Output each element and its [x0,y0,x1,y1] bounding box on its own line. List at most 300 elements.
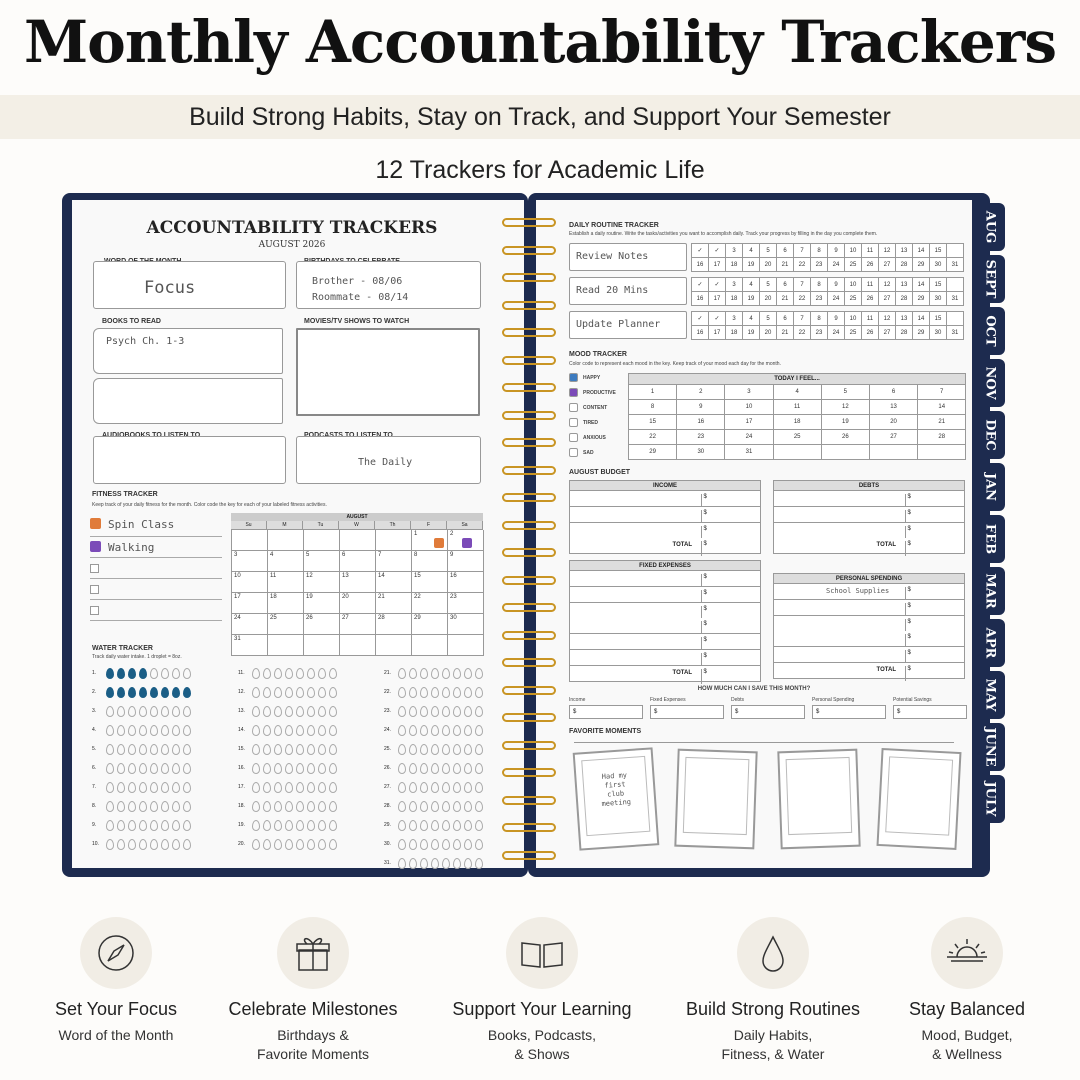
routine-day-cell[interactable]: 8 [811,244,828,258]
routine-day-cell[interactable]: 12 [879,278,896,292]
water-droplet[interactable] [172,668,180,679]
routine-day-cell[interactable]: 4 [743,278,760,292]
routine-day-cell[interactable]: 26 [862,258,879,272]
budget-row[interactable] [569,634,761,650]
water-droplet[interactable] [128,839,136,850]
calendar-cell[interactable]: 25 [268,614,304,635]
water-droplet[interactable] [398,801,406,812]
water-droplet[interactable] [172,706,180,717]
mood-cell[interactable]: 3 [725,385,773,400]
budget-row[interactable] [569,618,761,634]
water-droplet[interactable] [409,782,417,793]
water-droplet[interactable] [453,725,461,736]
water-droplet[interactable] [274,687,282,698]
calendar-cell[interactable]: 10 [232,572,268,593]
mood-swatch[interactable] [569,448,578,457]
routine-day-cell[interactable]: 24 [828,292,845,306]
routine-day-cell[interactable]: 3 [726,244,743,258]
key-checkbox[interactable] [90,564,99,573]
water-droplet[interactable] [420,687,428,698]
budget-row[interactable] [569,507,761,523]
budget-row[interactable] [773,631,965,647]
routine-day-cell[interactable]: 22 [794,292,811,306]
water-droplet[interactable] [475,687,483,698]
water-droplet[interactable] [318,801,326,812]
tab-may[interactable]: MAY [975,671,1005,719]
water-droplet[interactable] [318,820,326,831]
water-droplet[interactable] [263,744,271,755]
water-droplet[interactable] [307,668,315,679]
budget-row[interactable] [773,538,965,554]
water-droplet[interactable] [106,706,114,717]
water-droplet[interactable] [318,706,326,717]
water-droplet[interactable] [431,725,439,736]
water-droplet[interactable] [285,687,293,698]
routine-day-cell[interactable]: 15 [930,278,947,292]
water-droplet[interactable] [464,858,472,869]
water-droplet[interactable] [442,668,450,679]
water-droplet[interactable] [475,839,483,850]
water-droplet[interactable] [475,706,483,717]
routine-day-cell[interactable]: 19 [743,292,760,306]
routine-day-cell[interactable] [947,312,964,326]
routine-day-cell[interactable]: 20 [760,326,777,340]
budget-row[interactable] [773,523,965,539]
routine-day-cell[interactable]: 24 [828,326,845,340]
water-droplet[interactable] [117,782,125,793]
mood-cell[interactable]: 16 [677,415,725,430]
routine-day-cell[interactable]: 11 [862,312,879,326]
mood-swatch[interactable] [569,388,578,397]
tab-july[interactable]: JULY [975,775,1005,823]
water-droplet[interactable] [453,687,461,698]
routine-day-cell[interactable]: 3 [726,312,743,326]
water-droplet[interactable] [106,763,114,774]
water-droplet[interactable] [475,725,483,736]
routine-day-cell[interactable]: 6 [777,278,794,292]
water-droplet[interactable] [398,687,406,698]
mood-cell[interactable]: 18 [774,415,822,430]
calendar-cell[interactable]: 4 [268,551,304,572]
water-droplet[interactable] [117,820,125,831]
water-droplet[interactable] [442,763,450,774]
water-droplet[interactable] [431,820,439,831]
routine-day-cell[interactable]: 8 [811,278,828,292]
water-droplet[interactable] [453,668,461,679]
water-droplet[interactable] [453,820,461,831]
water-droplet[interactable] [106,801,114,812]
calendar-cell[interactable]: 3 [232,551,268,572]
routine-day-cell[interactable]: 25 [845,292,862,306]
water-droplet[interactable] [329,744,337,755]
book-1[interactable] [93,328,283,374]
save-field-input[interactable]: $ [812,705,886,719]
water-droplet[interactable] [139,706,147,717]
water-droplet[interactable] [409,725,417,736]
water-droplet[interactable] [453,839,461,850]
calendar-cell[interactable] [448,635,484,656]
water-droplet[interactable] [409,839,417,850]
routine-day-cell[interactable]: 24 [828,258,845,272]
water-droplet[interactable] [442,725,450,736]
water-droplet[interactable] [431,706,439,717]
mood-cell[interactable]: 8 [629,400,677,415]
water-droplet[interactable] [150,687,158,698]
water-droplet[interactable] [431,839,439,850]
routine-day-cell[interactable]: 6 [777,312,794,326]
calendar-cell[interactable]: 21 [376,593,412,614]
routine-day-cell[interactable]: 28 [896,326,913,340]
water-droplet[interactable] [307,801,315,812]
routine-day-cell[interactable]: 15 [930,244,947,258]
water-droplet[interactable] [475,820,483,831]
water-droplet[interactable] [117,744,125,755]
calendar-cell[interactable] [304,635,340,656]
water-droplet[interactable] [128,782,136,793]
mood-cell[interactable]: 10 [725,400,773,415]
mood-cell[interactable]: 30 [677,445,725,460]
water-droplet[interactable] [318,744,326,755]
routine-day-cell[interactable]: 6 [777,244,794,258]
routine-day-cell[interactable]: 13 [896,244,913,258]
budget-row[interactable] [773,507,965,523]
water-droplet[interactable] [464,687,472,698]
water-droplet[interactable] [475,801,483,812]
calendar-cell[interactable]: 29 [412,614,448,635]
routine-day-cell[interactable] [947,244,964,258]
routine-day-cell[interactable]: 31 [947,292,964,306]
key-checkbox[interactable] [90,606,99,615]
routine-day-cell[interactable]: 16 [692,326,709,340]
water-droplet[interactable] [183,801,191,812]
mood-cell[interactable]: 1 [629,385,677,400]
routine-day-cell[interactable]: 29 [913,258,930,272]
calendar-cell[interactable] [340,635,376,656]
budget-row[interactable] [569,491,761,507]
water-droplet[interactable] [172,820,180,831]
calendar-cell[interactable]: 31 [232,635,268,656]
water-droplet[interactable] [307,744,315,755]
routine-day-cell[interactable]: 20 [760,258,777,272]
photo-frame[interactable] [674,749,757,850]
routine-day-cell[interactable]: 10 [845,312,862,326]
water-droplet[interactable] [398,858,406,869]
mood-cell[interactable]: 2 [677,385,725,400]
mood-cell[interactable]: 13 [870,400,918,415]
water-droplet[interactable] [183,820,191,831]
water-droplet[interactable] [150,782,158,793]
water-droplet[interactable] [453,782,461,793]
budget-row[interactable] [773,584,965,600]
calendar-cell[interactable]: 14 [376,572,412,593]
water-droplet[interactable] [285,782,293,793]
water-droplet[interactable] [128,820,136,831]
mood-cell[interactable]: 11 [774,400,822,415]
water-droplet[interactable] [172,687,180,698]
calendar-cell[interactable]: 19 [304,593,340,614]
water-droplet[interactable] [139,725,147,736]
mood-cell[interactable]: 7 [918,385,966,400]
mood-cell[interactable] [822,445,870,460]
routine-day-cell[interactable]: 18 [726,292,743,306]
water-droplet[interactable] [117,801,125,812]
routine-day-cell[interactable]: 19 [743,326,760,340]
calendar-cell[interactable]: 13 [340,572,376,593]
water-droplet[interactable] [409,668,417,679]
calendar-cell[interactable]: 30 [448,614,484,635]
water-droplet[interactable] [431,763,439,774]
routine-day-cell[interactable]: 25 [845,258,862,272]
water-droplet[interactable] [252,801,260,812]
routine-day-cell[interactable]: 29 [913,292,930,306]
mood-cell[interactable] [918,445,966,460]
key-checkbox[interactable] [90,585,99,594]
tab-aug[interactable]: AUG [975,203,1005,251]
book-2[interactable] [93,378,283,424]
water-droplet[interactable] [274,839,282,850]
water-droplet[interactable] [274,725,282,736]
water-droplet[interactable] [296,668,304,679]
water-droplet[interactable] [398,668,406,679]
water-droplet[interactable] [183,744,191,755]
mood-swatch[interactable] [569,403,578,412]
water-droplet[interactable] [150,706,158,717]
mood-cell[interactable]: 26 [822,430,870,445]
water-droplet[interactable] [106,820,114,831]
water-droplet[interactable] [161,687,169,698]
water-droplet[interactable] [252,706,260,717]
routine-day-cell[interactable]: 3 [726,278,743,292]
budget-row[interactable] [773,600,965,616]
water-droplet[interactable] [464,839,472,850]
routine-day-cell[interactable]: 27 [879,326,896,340]
water-droplet[interactable] [398,706,406,717]
mood-swatch[interactable] [569,418,578,427]
water-droplet[interactable] [117,725,125,736]
routine-day-cell[interactable]: 30 [930,326,947,340]
tab-oct[interactable]: OCT [975,307,1005,355]
routine-day-cell[interactable]: 22 [794,326,811,340]
water-droplet[interactable] [285,801,293,812]
water-droplet[interactable] [161,763,169,774]
water-droplet[interactable] [453,763,461,774]
calendar-cell[interactable]: 5 [304,551,340,572]
water-droplet[interactable] [161,668,169,679]
water-droplet[interactable] [296,725,304,736]
water-droplet[interactable] [150,668,158,679]
mood-cell[interactable]: 4 [774,385,822,400]
mood-cell[interactable]: 20 [870,415,918,430]
calendar-cell[interactable]: 12 [304,572,340,593]
water-droplet[interactable] [106,744,114,755]
routine-day-cell[interactable]: 25 [845,326,862,340]
water-droplet[interactable] [263,668,271,679]
water-droplet[interactable] [307,706,315,717]
water-droplet[interactable] [398,782,406,793]
water-droplet[interactable] [464,763,472,774]
water-droplet[interactable] [329,801,337,812]
routine-day-cell[interactable]: 11 [862,244,879,258]
water-droplet[interactable] [128,706,136,717]
water-droplet[interactable] [106,839,114,850]
water-droplet[interactable] [409,763,417,774]
tab-jan[interactable]: JAN [975,463,1005,511]
calendar-cell[interactable]: 22 [412,593,448,614]
water-droplet[interactable] [329,687,337,698]
water-droplet[interactable] [431,668,439,679]
water-droplet[interactable] [161,782,169,793]
water-droplet[interactable] [307,820,315,831]
water-droplet[interactable] [150,725,158,736]
water-droplet[interactable] [117,706,125,717]
routine-day-cell[interactable]: 19 [743,258,760,272]
water-droplet[interactable] [263,839,271,850]
photo-frame[interactable] [876,748,961,850]
water-droplet[interactable] [318,687,326,698]
routine-day-cell[interactable]: 20 [760,292,777,306]
routine-day-cell[interactable]: 14 [913,278,930,292]
budget-row[interactable] [773,663,965,679]
routine-day-cell[interactable]: 27 [879,292,896,306]
calendar-cell[interactable]: 24 [232,614,268,635]
routine-day-cell[interactable]: 12 [879,312,896,326]
water-droplet[interactable] [398,744,406,755]
routine-day-cell[interactable]: ✓ [692,312,709,326]
water-droplet[interactable] [329,839,337,850]
water-droplet[interactable] [128,744,136,755]
water-droplet[interactable] [274,763,282,774]
routine-day-cell[interactable]: ✓ [709,278,726,292]
water-droplet[interactable] [128,763,136,774]
water-droplet[interactable] [329,782,337,793]
calendar-cell[interactable] [376,635,412,656]
mood-cell[interactable]: 24 [725,430,773,445]
mood-swatch[interactable] [569,433,578,442]
water-droplet[interactable] [409,706,417,717]
calendar-cell[interactable] [376,530,412,551]
routine-day-cell[interactable]: 9 [828,312,845,326]
water-droplet[interactable] [296,763,304,774]
mood-cell[interactable]: 21 [918,415,966,430]
routine-day-cell[interactable]: 5 [760,278,777,292]
water-droplet[interactable] [106,782,114,793]
routine-day-cell[interactable]: 17 [709,258,726,272]
photo-frame[interactable] [777,749,860,850]
routine-day-cell[interactable]: 8 [811,312,828,326]
water-droplet[interactable] [285,839,293,850]
water-droplet[interactable] [150,820,158,831]
water-droplet[interactable] [307,725,315,736]
water-droplet[interactable] [420,782,428,793]
routine-day-cell[interactable]: 28 [896,258,913,272]
water-droplet[interactable] [409,687,417,698]
water-droplet[interactable] [172,839,180,850]
mood-cell[interactable]: 12 [822,400,870,415]
water-droplet[interactable] [409,858,417,869]
routine-day-cell[interactable]: 21 [777,326,794,340]
tab-dec[interactable]: DEC [975,411,1005,459]
routine-day-cell[interactable]: 26 [862,326,879,340]
water-droplet[interactable] [183,725,191,736]
water-droplet[interactable] [420,763,428,774]
water-droplet[interactable] [252,725,260,736]
water-droplet[interactable] [263,763,271,774]
water-droplet[interactable] [420,801,428,812]
water-droplet[interactable] [442,744,450,755]
mood-swatch[interactable] [569,373,578,382]
water-droplet[interactable] [128,687,136,698]
routine-day-cell[interactable]: 10 [845,244,862,258]
water-droplet[interactable] [442,782,450,793]
routine-day-cell[interactable]: 21 [777,258,794,272]
water-droplet[interactable] [398,839,406,850]
routine-day-cell[interactable]: 18 [726,258,743,272]
water-droplet[interactable] [183,687,191,698]
water-droplet[interactable] [274,706,282,717]
routine-day-cell[interactable]: 13 [896,312,913,326]
water-droplet[interactable] [252,668,260,679]
water-droplet[interactable] [464,744,472,755]
water-droplet[interactable] [420,744,428,755]
routine-day-cell[interactable]: 7 [794,244,811,258]
routine-day-cell[interactable]: ✓ [692,278,709,292]
water-droplet[interactable] [442,706,450,717]
calendar-cell[interactable]: 2 [448,530,484,551]
routine-day-cell[interactable]: 10 [845,278,862,292]
water-droplet[interactable] [139,820,147,831]
water-droplet[interactable] [453,744,461,755]
routine-day-cell[interactable]: 16 [692,292,709,306]
mood-cell[interactable]: 9 [677,400,725,415]
routine-day-cell[interactable]: 15 [930,312,947,326]
tab-nov[interactable]: NOV [975,359,1005,407]
water-droplet[interactable] [398,725,406,736]
mood-cell[interactable]: 22 [629,430,677,445]
tv-screen[interactable] [296,328,480,416]
routine-day-cell[interactable] [947,278,964,292]
routine-day-cell[interactable]: ✓ [692,244,709,258]
budget-row[interactable] [773,616,965,632]
water-droplet[interactable] [161,706,169,717]
routine-day-cell[interactable]: 16 [692,258,709,272]
routine-day-cell[interactable]: ✓ [709,244,726,258]
water-droplet[interactable] [106,687,114,698]
budget-row[interactable] [773,491,965,507]
water-droplet[interactable] [442,839,450,850]
water-droplet[interactable] [420,820,428,831]
water-droplet[interactable] [263,725,271,736]
water-droplet[interactable] [329,706,337,717]
routine-day-cell[interactable]: 7 [794,278,811,292]
routine-day-cell[interactable]: ✓ [709,312,726,326]
water-droplet[interactable] [431,744,439,755]
mood-cell[interactable]: 27 [870,430,918,445]
water-droplet[interactable] [318,839,326,850]
tab-sept[interactable]: SEPT [975,255,1005,303]
water-droplet[interactable] [420,858,428,869]
calendar-cell[interactable] [340,530,376,551]
water-droplet[interactable] [274,744,282,755]
water-droplet[interactable] [183,668,191,679]
water-droplet[interactable] [442,858,450,869]
routine-day-cell[interactable]: 22 [794,258,811,272]
water-droplet[interactable] [329,763,337,774]
water-droplet[interactable] [464,820,472,831]
water-droplet[interactable] [329,668,337,679]
mood-cell[interactable]: 25 [774,430,822,445]
mood-cell[interactable]: 5 [822,385,870,400]
routine-day-cell[interactable]: 28 [896,292,913,306]
